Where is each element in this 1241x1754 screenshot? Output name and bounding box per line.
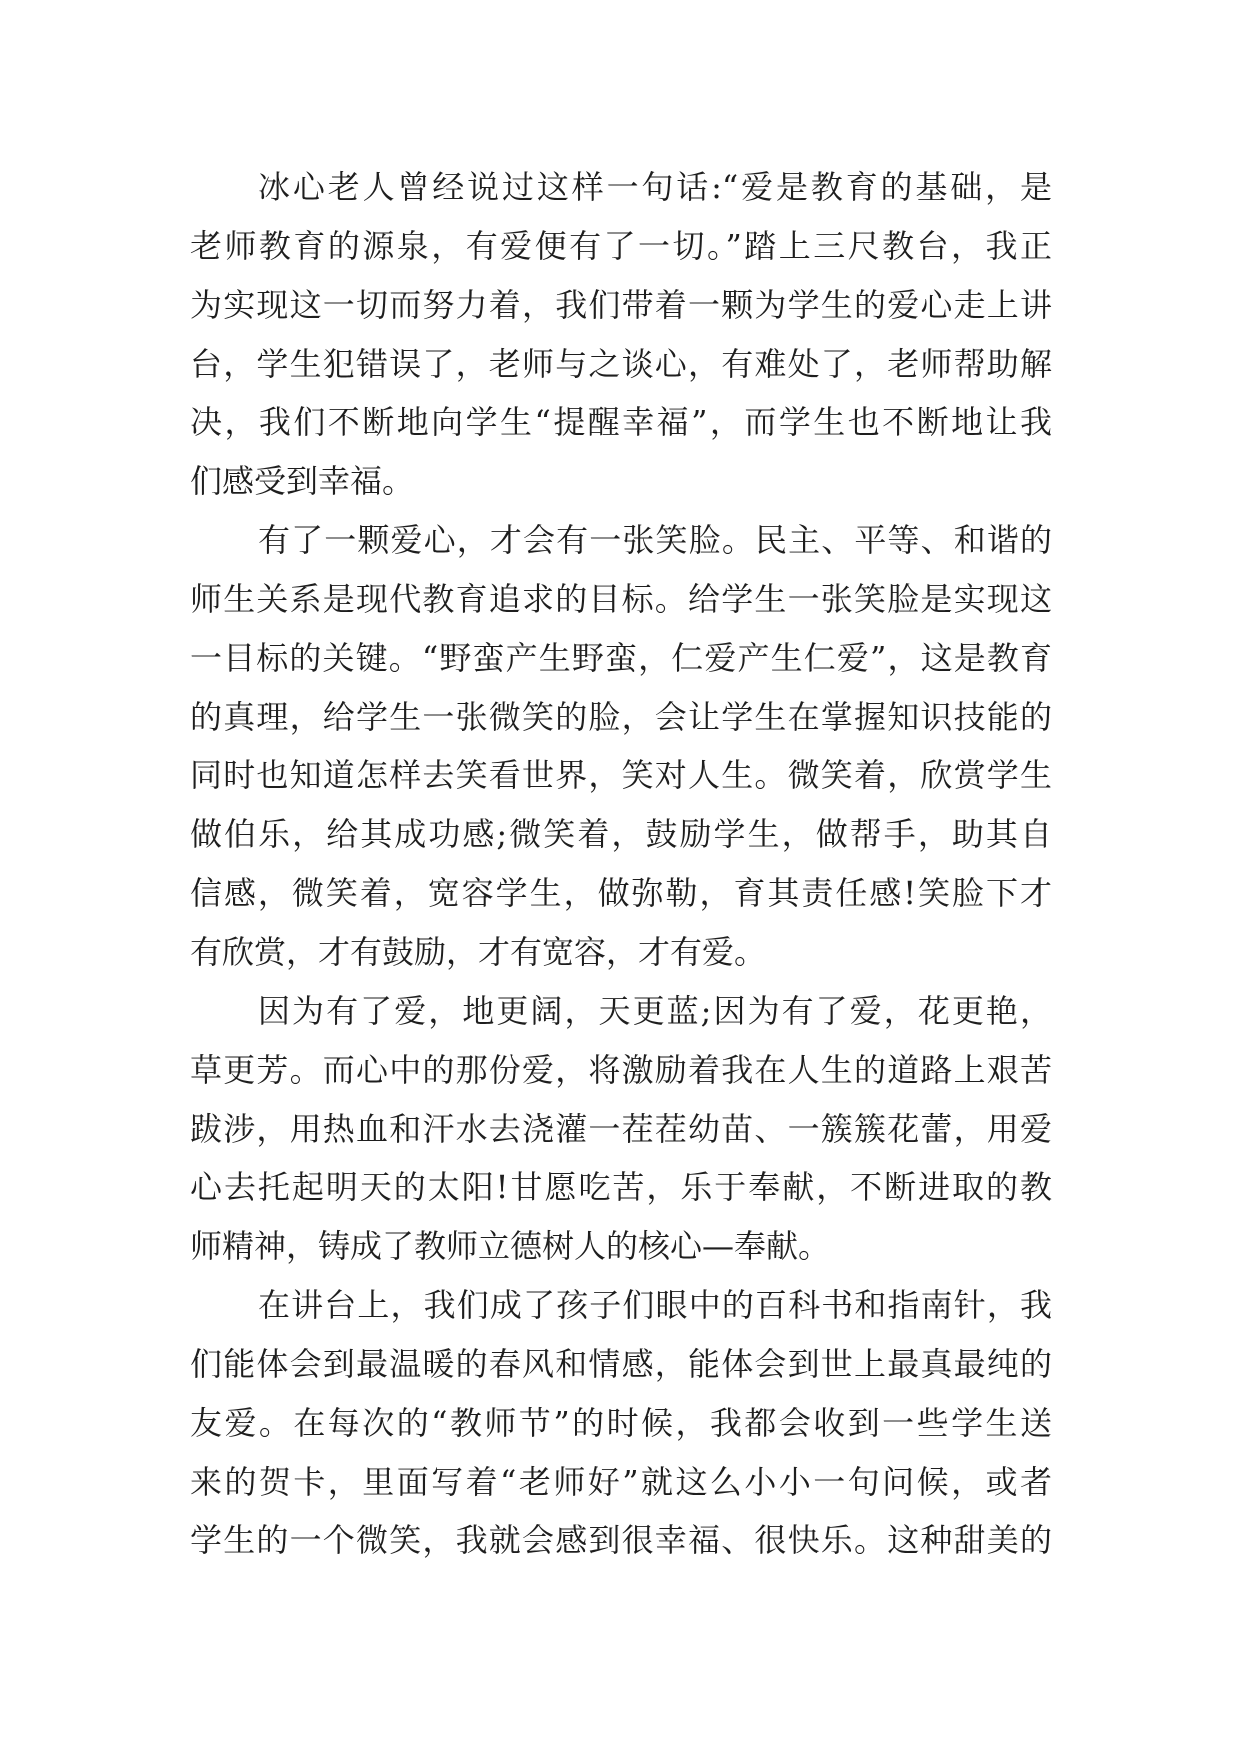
text-line: 师生关系是现代教育追求的目标。给学生一张笑脸是实现这 bbox=[190, 579, 1052, 618]
text-line: 学生的一个微笑，我就会感到很幸福、很快乐。这种甜美的 bbox=[190, 1521, 1052, 1560]
paragraph-2 bbox=[190, 511, 1052, 982]
text-line: 决，我们不断地向学生“提醒幸福”，而学生也不断地让我 bbox=[190, 403, 1052, 442]
paragraph-1 bbox=[190, 158, 1052, 511]
text-line: 在讲台上，我们成了孩子们眼中的百科书和指南针，我 bbox=[258, 1286, 1052, 1325]
text-line: 因为有了爱，地更阔，天更蓝;因为有了爱，花更艳， bbox=[258, 991, 1052, 1030]
text-line: 师精神，铸成了教师立德树人的核心—奉献。 bbox=[190, 1227, 831, 1266]
text-line: 同时也知道怎样去笑看世界，笑对人生。微笑着，欣赏学生 bbox=[190, 756, 1052, 795]
text-line: 有了一颗爱心，才会有一张笑脸。民主、平等、和谐的 bbox=[258, 521, 1052, 560]
text-line: 来的贺卡，里面写着“老师好”就这么小小一句问候，或者 bbox=[190, 1462, 1052, 1501]
document-body bbox=[190, 158, 1052, 1570]
text-line: 做伯乐，给其成功感;微笑着，鼓励学生，做帮手，助其自 bbox=[190, 815, 1052, 854]
text-line: 一目标的关键。“野蛮产生野蛮，仁爱产生仁爱”，这是教育 bbox=[190, 638, 1052, 677]
text-line: 们能体会到最温暖的春风和情感，能体会到世上最真最纯的 bbox=[190, 1344, 1052, 1383]
text-line: 的真理，给学生一张微笑的脸，会让学生在掌握知识技能的 bbox=[190, 697, 1052, 736]
paragraph-4 bbox=[190, 1276, 1052, 1570]
text-line: 有欣赏，才有鼓励，才有宽容，才有爱。 bbox=[190, 932, 767, 971]
text-line: 心去托起明天的太阳!甘愿吃苦，乐于奉献，不断进取的教 bbox=[190, 1168, 1052, 1207]
text-line: 冰心老人曾经说过这样一句话:“爱是教育的基础，是 bbox=[258, 168, 1052, 206]
text-line: 老师教育的源泉，有爱便有了一切。”踏上三尺教台，我正 bbox=[190, 226, 1052, 265]
text-line: 跋涉，用热血和汗水去浇灌一茬茬幼苗、一簇簇花蕾，用爱 bbox=[190, 1109, 1052, 1148]
text-line: 们感受到幸福。 bbox=[190, 462, 415, 501]
paragraph-3 bbox=[190, 982, 1052, 1276]
text-line: 台，学生犯错误了，老师与之谈心，有难处了，老师帮助解 bbox=[190, 344, 1052, 383]
text-line: 为实现这一切而努力着，我们带着一颗为学生的爱心走上讲 bbox=[190, 285, 1052, 324]
text-line: 草更芳。而心中的那份爱，将激励着我在人生的道路上艰苦 bbox=[190, 1050, 1052, 1089]
text-line: 友爱。在每次的“教师节”的时候，我都会收到一些学生送 bbox=[190, 1403, 1052, 1442]
text-line: 信感，微笑着，宽容学生，做弥勒，育其责任感!笑脸下才 bbox=[190, 874, 1052, 913]
